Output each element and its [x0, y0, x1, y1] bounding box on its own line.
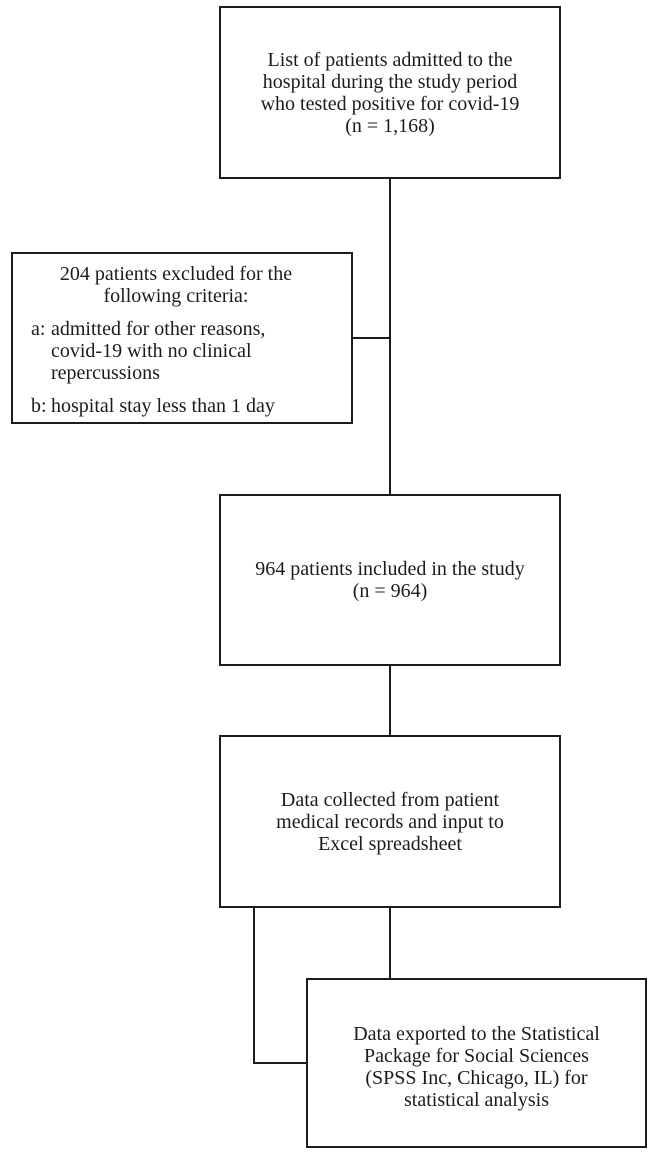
text-line: (SPSS Inc, Chicago, IL) for: [365, 1067, 588, 1089]
text-line: medical records and input to: [276, 810, 504, 833]
exclusion-item-b: [31, 395, 343, 417]
text-line: who tested positive for covid-19: [260, 92, 520, 115]
text-line: hospital stay less than 1 day: [51, 395, 275, 417]
exclusion-item-b-text: [51, 395, 343, 417]
connector-exclusions-branch: [353, 337, 390, 339]
exclusion-item-a-label: a:: [31, 318, 46, 340]
text-line: Data exported to the Statistical: [353, 1023, 600, 1045]
connector-collection-to-export-left-horizontal: [253, 1062, 306, 1064]
text-line: admitted for other reasons,: [51, 318, 266, 340]
box-patient-list: [219, 6, 561, 179]
text-line: (n = 1,168): [345, 114, 435, 137]
text-line: Data collected from patient: [280, 788, 500, 811]
exclusion-item-a-text: [51, 318, 343, 384]
box-exclusions: [11, 252, 353, 424]
text-line: repercussions: [51, 362, 160, 384]
exclusion-item-a: [31, 318, 343, 384]
text-line: hospital during the study period: [262, 70, 518, 93]
box-data-collection: [219, 735, 561, 908]
connector-included-to-collection: [389, 666, 391, 735]
text-line: 204 patients excluded for the: [59, 263, 293, 285]
text-line: Package for Social Sciences: [364, 1045, 589, 1067]
connector-collection-to-export-left-vertical: [253, 908, 255, 1064]
box-data-export: [306, 978, 647, 1148]
text-line: covid-19 with no clinical: [51, 340, 252, 362]
text-line: 964 patients included in the study: [255, 558, 525, 580]
exclusions-heading: [31, 263, 343, 307]
text-line: following criteria:: [103, 285, 249, 307]
connector-collection-to-export-center: [389, 908, 391, 978]
text-line: List of patients admitted to the: [267, 48, 513, 71]
box-included-patients: [219, 494, 561, 666]
text-line: (n = 964): [352, 580, 428, 602]
exclusion-item-b-label: b:: [31, 395, 47, 417]
text-line: statistical analysis: [404, 1089, 549, 1111]
text-line: Excel spreadsheet: [318, 832, 462, 855]
